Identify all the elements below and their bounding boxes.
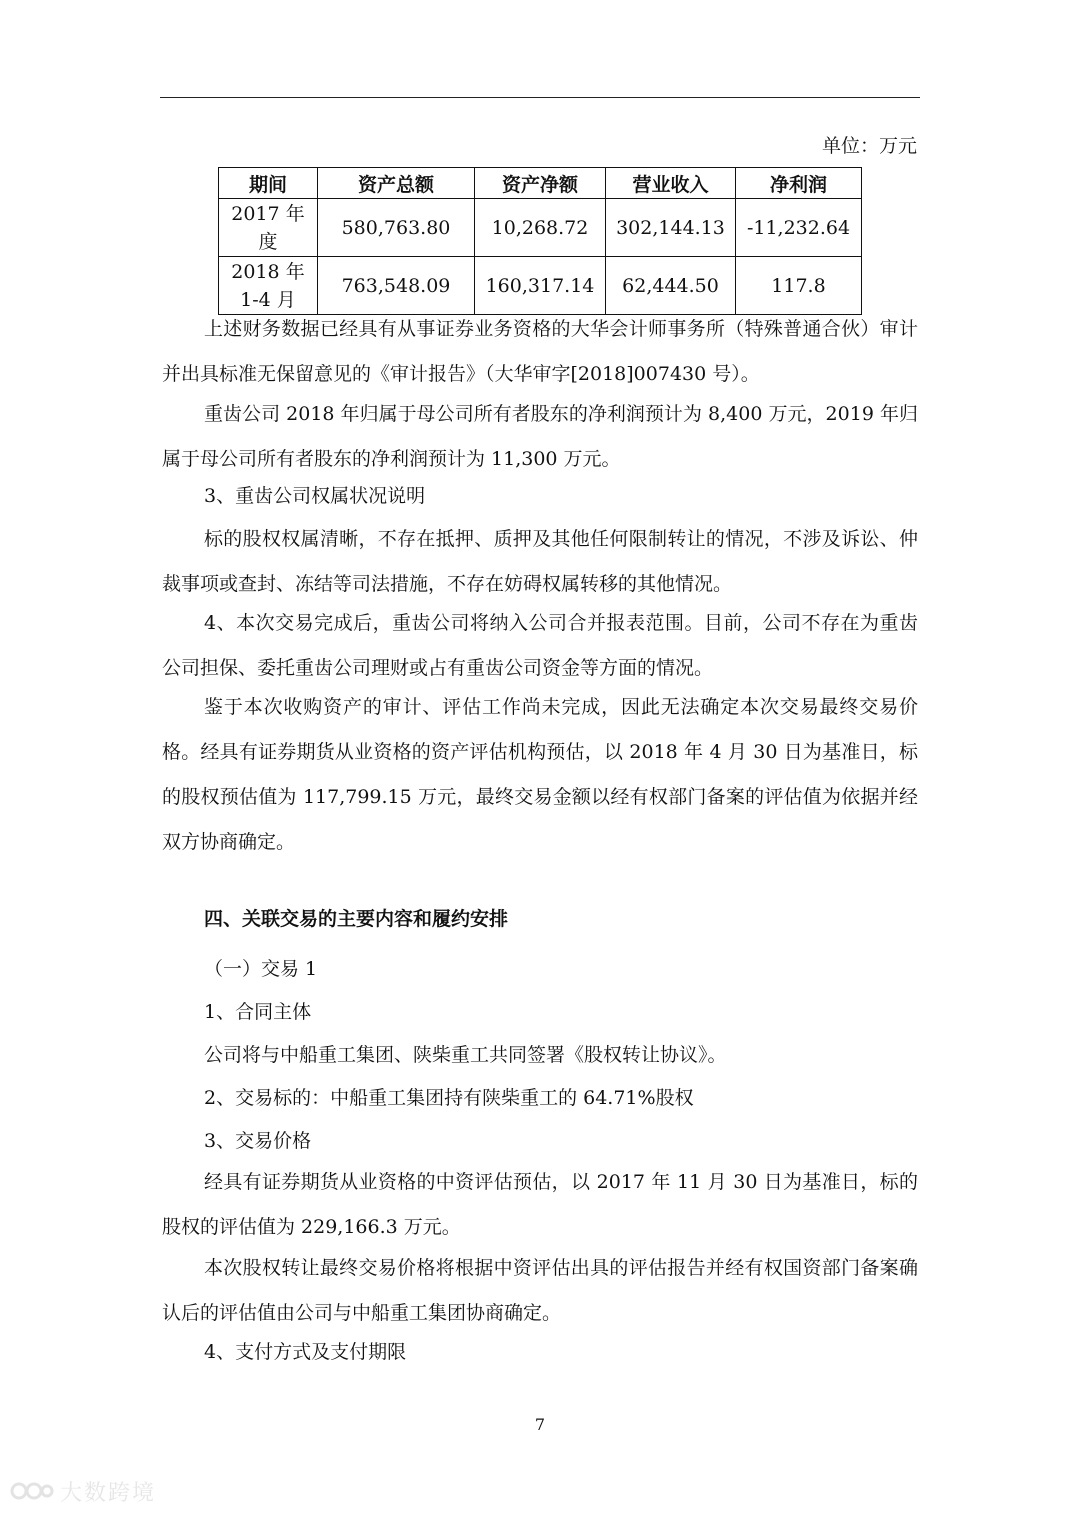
watermark [10,1471,156,1511]
profit-forecast-paragraph: 重齿公司 2018 年归属于母公司所有者股东的净利润预计为 8,400 万元，2019 年归属于母公司所有者股东的净利润预计为 11,300 万元。 [162,403,918,470]
header-rule [160,97,920,98]
watermark-logo-icon [10,1476,54,1506]
net-profit-cell: 117.8 [736,257,862,315]
table-row [219,257,862,315]
header-net-profit: 净利润 [736,168,862,199]
net-profit-cell: -11,232.64 [736,199,862,257]
header-total-assets: 资产总额 [318,168,475,199]
contract-party-body: 公司将与中船重工集团、陕柴重工共同签署《股权转让协议》。 [204,1044,727,1066]
item3-title: 3、重齿公司权属状况说明 [204,485,426,507]
period-cell: 2017 年 度 [219,199,318,257]
valuation-paragraph: 鉴于本次收购资产的审计、评估工作尚未完成，因此无法确定本次交易最终交易价格。经具有证券期货从业资格的资产评估机构预估，以 2018 年 4 月 30 日为基准日，标的股权预估值为 117,799.15 万元，最终交易金额以经有权部门备案的评估值为依据并经双方协商确定。 [162,696,918,853]
audit-note-paragraph: 上述财务数据已经具有从事证券业务资格的大华会计师事务所（特殊普通合伙）审计并出具标准无保留意见的《审计报告》（大华审字[2018]007430 号）。 [162,318,918,385]
item3-body: 标的股权权属清晰，不存在抵押、质押及其他任何限制转让的情况，不涉及诉讼、仲裁事项或查封、冻结等司法措施，不存在妨碍权属转移的其他情况。 [162,528,918,595]
net-assets-cell: 160,317.14 [475,257,606,315]
header-net-assets: 资产净额 [475,168,606,199]
table-header-row [219,168,862,199]
watermark-text: 大数跨境 [60,1480,157,1506]
financial-table [218,167,862,315]
header-period: 期间 [219,168,318,199]
unit-label: 单位：万元 [821,135,917,157]
period-cell: 2018 年 1-4 月 [219,257,318,315]
table-row [219,199,862,257]
payment-title: 4、支付方式及支付期限 [204,1341,407,1363]
section4-heading: 四、关联交易的主要内容和履约安排 [204,908,509,930]
price-final: 本次股权转让最终交易价格将根据中资评估出具的评估报告并经有权国资部门备案确认后的评估值由公司与中船重工集团协商确定。 [162,1257,918,1324]
price-title: 3、交易价格 [204,1130,312,1152]
total-assets-cell: 580,763.80 [318,199,475,257]
revenue-cell: 302,144.13 [606,199,736,257]
page-number: 7 [534,1415,546,1434]
header-revenue: 营业收入 [606,168,736,199]
transaction-subject: 2、交易标的：中船重工集团持有陕柴重工的 64.71%股权 [204,1087,694,1109]
revenue-cell: 62,444.50 [606,257,736,315]
subsection-1-title: （一）交易 1 [204,958,318,980]
total-assets-cell: 763,548.09 [318,257,475,315]
price-body: 经具有证券期货从业资格的中资评估预估，以 2017 年 11 月 30 日为基准日，标的股权的评估值为 229,166.3 万元。 [162,1171,918,1238]
net-assets-cell: 10,268.72 [475,199,606,257]
contract-party-title: 1、合同主体 [204,1001,312,1023]
item4-paragraph: 4、本次交易完成后，重齿公司将纳入公司合并报表范围。目前，公司不存在为重齿公司担保、委托重齿公司理财或占有重齿公司资金等方面的情况。 [162,612,918,679]
